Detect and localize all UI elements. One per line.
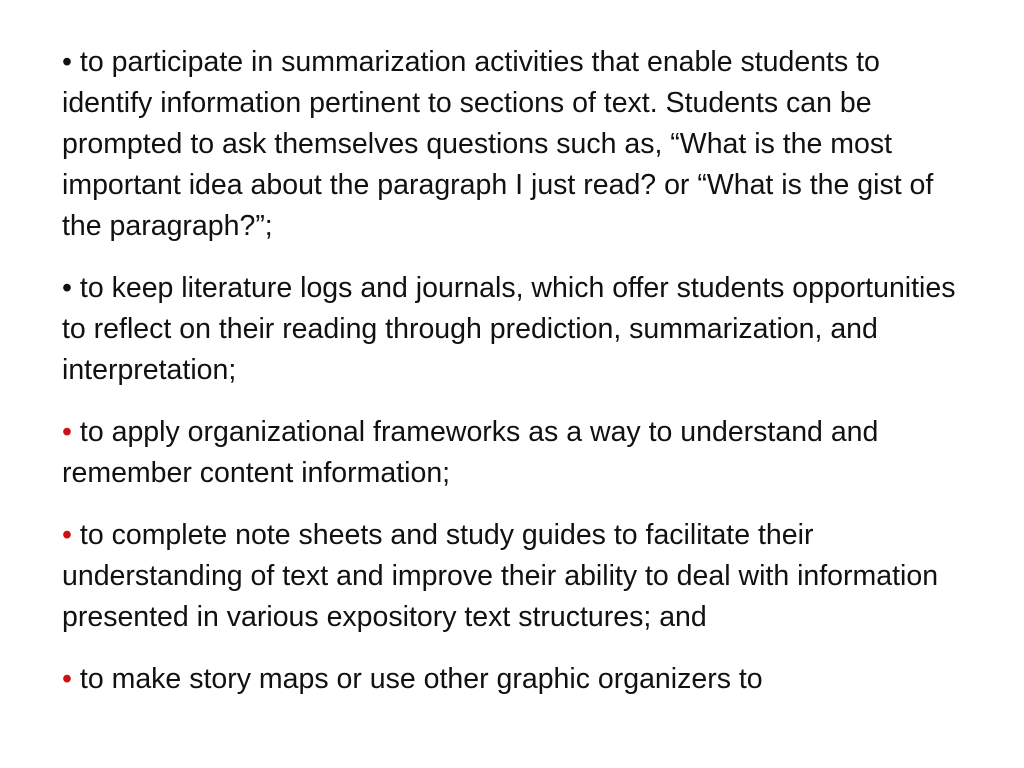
bullet-text: to complete note sheets and study guides to facilitate their understanding of text and improve their ability to deal with information presented in various expository text structures; and [62, 519, 939, 633]
bullet-marker: • [62, 663, 72, 695]
bullet-marker: • [62, 272, 72, 304]
bullet-item-summarization [62, 42, 962, 247]
bullet-text: to participate in summarization activities that enable students to identify information pertinent to sections of text. Students can be prompted to ask themselves questions such as, “What is the most important idea about the paragraph I just read? or “What is the gist of the paragraph?”; [62, 46, 934, 242]
bullet-item-organizational-frameworks [62, 412, 962, 494]
bullet-item-note-sheets [62, 515, 962, 638]
bullet-item-literature-logs [62, 268, 962, 391]
bullet-text: to apply organizational frameworks as a way to understand and remember content information; [62, 416, 879, 489]
bullet-marker: • [62, 416, 72, 448]
bullet-item-story-maps [62, 659, 962, 700]
bullet-marker: • [62, 519, 72, 551]
bullet-list [62, 42, 962, 721]
bullet-text: to keep literature logs and journals, which offer students opportunities to reflect on their reading through prediction, summarization, and interpretation; [62, 272, 956, 386]
bullet-text: to make story maps or use other graphic organizers to [79, 663, 763, 695]
bullet-marker: • [62, 46, 72, 78]
